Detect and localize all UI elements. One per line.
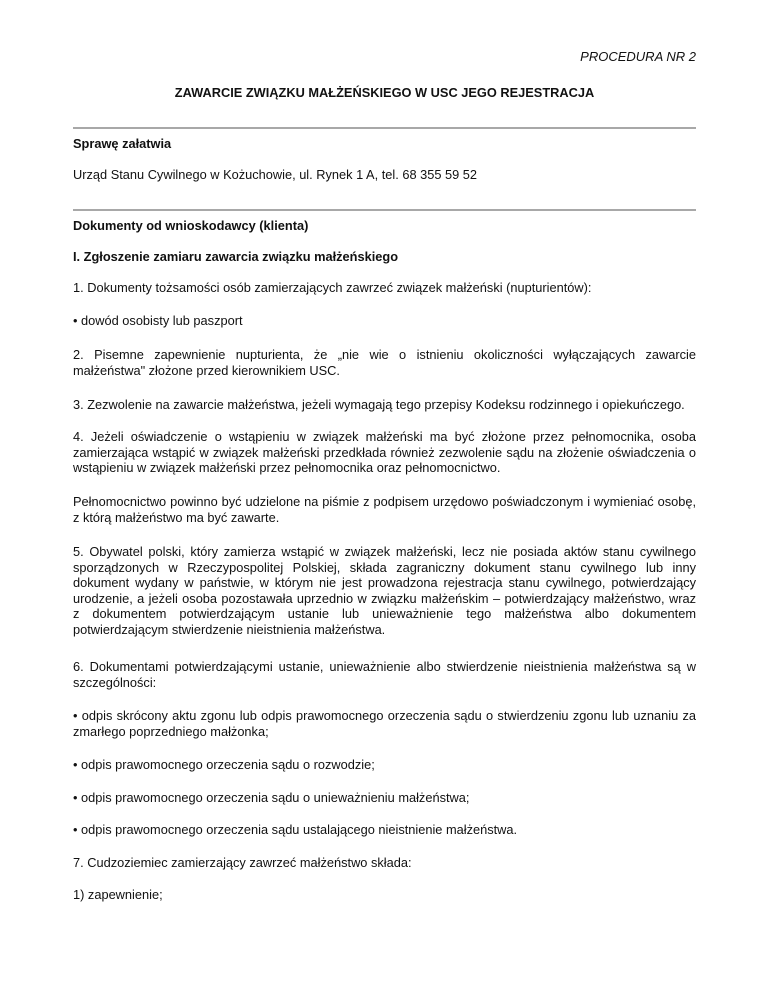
documents-heading: Dokumenty od wnioskodawcy (klienta) [73,218,309,233]
list-item: • odpis skrócony aktu zgonu lub odpis prawomocnego orzeczenia sądu o stwierdzeniu zgonu lub uznaniu za zmarłego poprzedniego małżonka; [73,708,696,739]
procedure-number: PROCEDURA NR 2 [580,49,696,64]
office-heading: Sprawę załatwia [73,136,172,151]
list-item: • odpis prawomocnego orzeczenia sądu o rozwodzie; [73,757,375,772]
list-item: • odpis prawomocnego orzeczenia sądu o unieważnieniu małżeństwa; [73,790,470,805]
list-item: • dowód osobisty lub paszport [73,313,243,328]
list-item: 5. Obywatel polski, który zamierza wstąpić w związek małżeński, lecz nie posiada aktów stanu cywilnego sporządzonych w Rzeczypospolitej Polskiej, składa zagraniczny dokument stanu cywilnego lub inny dokument wydany w państwie, w którym nie jest prowadzona rejestracja stanu cywilnego, potwierdzający urodzenie, a jeżeli osoba pozostawała uprzednio w związku małżeńskim – potwierdzający małżeństwo, wraz z dokumentem potwierdzającym ustanie lub unieważnienie tego małżeństwa albo dokumentem potwierdzającym stwierdzenie nieistnienia małżeństwa. [73,544,696,637]
list-item: • odpis prawomocnego orzeczenia sądu ustalającego nieistnienie małżeństwa. [73,822,518,837]
list-item: Pełnomocnictwo powinno być udzielone na piśmie z podpisem urzędowo poświadczonym i wymieniać osobę, z którą małżeństwo ma być zawarte. [73,494,696,525]
list-item: 3. Zezwolenie na zawarcie małżeństwa, jeżeli wymagają tego przepisy Kodeksu rodzinnego i opiekuńczego. [73,397,685,412]
list-item: 2. Pisemne zapewnienie nupturienta, że „nie wie o istnieniu okoliczności wyłączających zawarcie małżeństwa" złożone przed kierownikiem USC. [73,347,696,378]
page-title: ZAWARCIE ZWIĄZKU MAŁŻEŃSKIEGO W USC JEGO REJESTRACJA [174,85,595,100]
list-item: 7. Cudzoziemiec zamierzający zawrzeć małżeństwo składa: [73,855,412,870]
list-item: 6. Dokumentami potwierdzającymi ustanie, unieważnienie albo stwierdzenie nieistnienia małżeństwa są w szczególności: [73,659,696,690]
documents-subheading: I. Zgłoszenie zamiaru zawarcia związku małżeńskiego [73,249,399,264]
office-address: Urząd Stanu Cywilnego w Kożuchowie, ul. Rynek 1 A, tel. 68 355 59 52 [73,167,478,182]
divider-documents [73,209,696,211]
divider-top [73,127,696,129]
list-item: 1. Dokumenty tożsamości osób zamierzających zawrzeć związek małżeński (nupturientów): [73,280,592,295]
document-page [73,0,696,994]
list-item: 1) zapewnienie; [73,887,163,902]
list-item: 4. Jeżeli oświadczenie o wstąpieniu w związek małżeński ma być złożone przez pełnomocnika, osoba zamierzająca wstąpić w związek małżeński przedkłada również zezwolenie sądu na złożenie oświadczenia o wstąpieniu w związek małżeński przez pełnomocnika oraz pełnomocnictwo. [73,429,696,476]
